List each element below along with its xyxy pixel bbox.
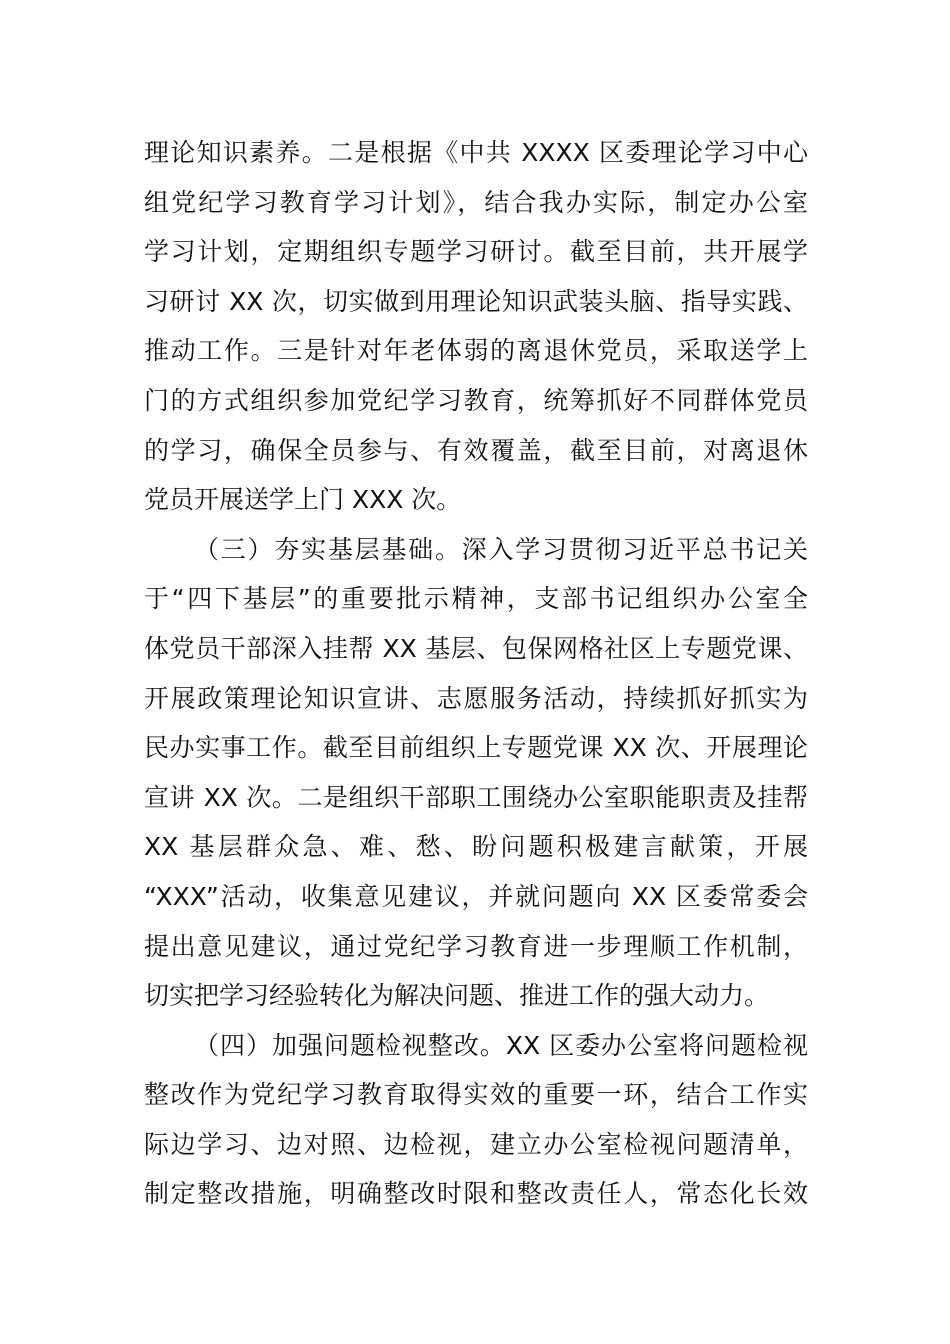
text-line: 体党员干部深入挂帮 XX 基层、包保网格社区上专题党课、 (144, 633, 808, 663)
section-heading-line: （三）夯实基层基础。深入学习贯彻习近平总书记关 (194, 534, 808, 564)
text-line: 宣讲 XX 次。二是组织干部职工围绕办公室职能职责及挂帮 (144, 782, 808, 812)
text-line: XX 基层群众急、难、愁、盼问题积极建言献策，开展 (144, 832, 808, 862)
text-line: 于“四下基层”的重要批示精神，支部书记组织办公室全 (144, 584, 808, 614)
section-heading-line: （四）加强问题检视整改。XX 区委办公室将问题检视 (194, 1030, 808, 1060)
text-line: 切实把学习经验转化为解决问题、推进工作的强大动力。 (144, 981, 770, 1011)
text-line: 开展政策理论知识宣讲、志愿服务活动，持续抓好抓实为 (144, 683, 808, 713)
text-line: 际边学习、边对照、边检视，建立办公室检视问题清单， (144, 1129, 808, 1159)
text-line: 党员开展送学上门 XXX 次。 (144, 485, 462, 515)
text-line: 理论知识素养。二是根据《中共 XXXX 区委理论学习中心 (144, 138, 808, 167)
text-line: 制定整改措施，明确整改时限和整改责任人，常态化长效 (144, 1179, 808, 1209)
text-line: 提出意见建议，通过党纪学习教育进一步理顺工作机制， (144, 931, 808, 961)
text-line: 习研讨 XX 次，切实做到用理论知识武装头脑、指导实践、 (144, 286, 808, 316)
text-line: 门的方式组织参加党纪学习教育，统筹抓好不同群体党员 (144, 385, 808, 415)
document-body (144, 128, 808, 1219)
text-line: 组党纪学习教育学习计划》，结合我办实际，制定办公室 (144, 187, 808, 217)
text-line: “XXX”活动，收集意见建议，并就问题向 XX 区委常委会 (144, 881, 808, 911)
text-line: 民办实事工作。截至目前组织上专题党课 XX 次、开展理论 (144, 733, 808, 763)
text-line: 推动工作。三是针对年老体弱的离退休党员，采取送学上 (144, 336, 808, 366)
text-line: 学习计划，定期组织专题学习研讨。截至目前，共开展学 (144, 237, 808, 267)
text-line: 整改作为党纪学习教育取得实效的重要一环，结合工作实 (144, 1080, 808, 1110)
text-line: 的学习，确保全员参与、有效覆盖，截至目前，对离退休 (144, 435, 808, 465)
